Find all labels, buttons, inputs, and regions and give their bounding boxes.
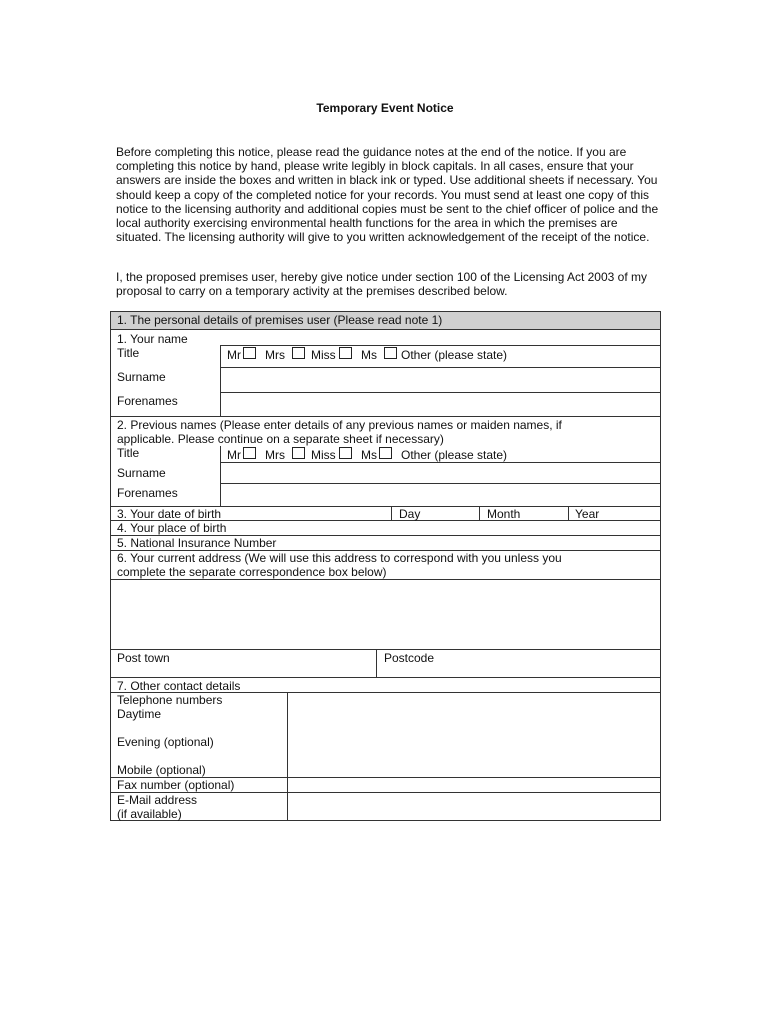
checkbox-mrs[interactable] xyxy=(292,347,305,359)
ni-number-label: 5. National Insurance Number xyxy=(117,536,277,550)
fax-label: Fax number (optional) xyxy=(117,778,235,792)
title-option-mr: Mr xyxy=(227,348,241,362)
checkbox-mr[interactable] xyxy=(243,347,256,359)
evening-label: Evening (optional) xyxy=(117,735,214,749)
surname-label: Surname xyxy=(117,370,166,384)
prev-title-option-other: Other (please state) xyxy=(401,448,508,462)
daytime-label: Daytime xyxy=(117,707,162,721)
address-label: 6. Your current address (We will use this address to correspond with you unless you xyxy=(117,551,562,565)
page-title: Temporary Event Notice xyxy=(316,101,454,115)
prev-checkbox-mrs[interactable] xyxy=(292,447,305,459)
postcode-label: Postcode xyxy=(384,651,435,665)
prev-checkbox-mr[interactable] xyxy=(243,447,256,459)
section-1-header: 1. The personal details of premises user (Please read note 1) xyxy=(117,313,443,327)
prev-title-label: Title xyxy=(117,446,140,460)
prev-title-option-mrs: Mrs xyxy=(265,448,285,462)
prev-surname-label: Surname xyxy=(117,466,166,480)
email-field[interactable] xyxy=(288,793,660,820)
prev-checkbox-miss[interactable] xyxy=(339,447,352,459)
title-label: Title xyxy=(117,346,140,360)
prev-checkbox-ms[interactable] xyxy=(379,447,392,459)
checkbox-miss[interactable] xyxy=(339,347,352,359)
prev-forenames-label: Forenames xyxy=(117,486,178,500)
mobile-label: Mobile (optional) xyxy=(117,763,206,777)
email-label: E-Mail address xyxy=(117,793,198,807)
title-option-miss: Miss xyxy=(311,348,336,362)
your-name-label: 1. Your name xyxy=(117,332,188,346)
fax-field[interactable] xyxy=(288,778,660,792)
title-option-other: Other (please state) xyxy=(401,348,508,362)
place-of-birth-label: 4. Your place of birth xyxy=(117,521,227,535)
forenames-label: Forenames xyxy=(117,394,178,408)
other-contact-label: 7. Other contact details xyxy=(117,679,241,693)
dob-label: 3. Your date of birth xyxy=(117,507,222,521)
intro-paragraph: Before completing this notice, please read the guidance notes at the end of the notice. If you are completing this notice by hand, please write legibly in block capitals. In all cases, ensure that your answers are inside the boxes and written in black ink or typed. Use additional sheets if necessary. You should keep a copy of the completed notice for your records. You must send at least one copy of this notice to the licensing authority and additional copies must be sent to the chief officer of police and the local authority exercising environmental health functions for the area in which the premises are situated. The licensing authority will give to you written acknowledgement of the receipt of the notice. xyxy=(116,145,659,245)
prev-title-option-mr: Mr xyxy=(227,448,241,462)
address-field[interactable] xyxy=(111,580,660,649)
prev-title-option-ms: Ms xyxy=(361,448,377,462)
address-note: complete the separate correspondence box below) xyxy=(117,565,387,579)
checkbox-ms[interactable] xyxy=(384,347,397,359)
dob-day-label: Day xyxy=(399,507,421,521)
dob-year-label: Year xyxy=(575,507,600,521)
declaration-paragraph: I, the proposed premises user, hereby give notice under section 100 of the Licensing Act 2003 of my proposal to carry on a temporary activity at the premises described below. xyxy=(116,270,647,299)
title-option-ms: Ms xyxy=(361,348,377,362)
previous-names-note: applicable. Please continue on a separate sheet if necessary) xyxy=(117,432,444,446)
title-option-mrs: Mrs xyxy=(265,348,285,362)
previous-names-label: 2. Previous names (Please enter details of any previous names or maiden names, if xyxy=(117,418,562,432)
email-note: (if available) xyxy=(117,807,182,821)
dob-month-label: Month xyxy=(487,507,521,521)
prev-title-option-miss: Miss xyxy=(311,448,336,462)
telephone-field[interactable] xyxy=(288,693,660,777)
telephone-numbers-label: Telephone numbers xyxy=(117,693,223,707)
post-town-label: Post town xyxy=(117,651,170,665)
